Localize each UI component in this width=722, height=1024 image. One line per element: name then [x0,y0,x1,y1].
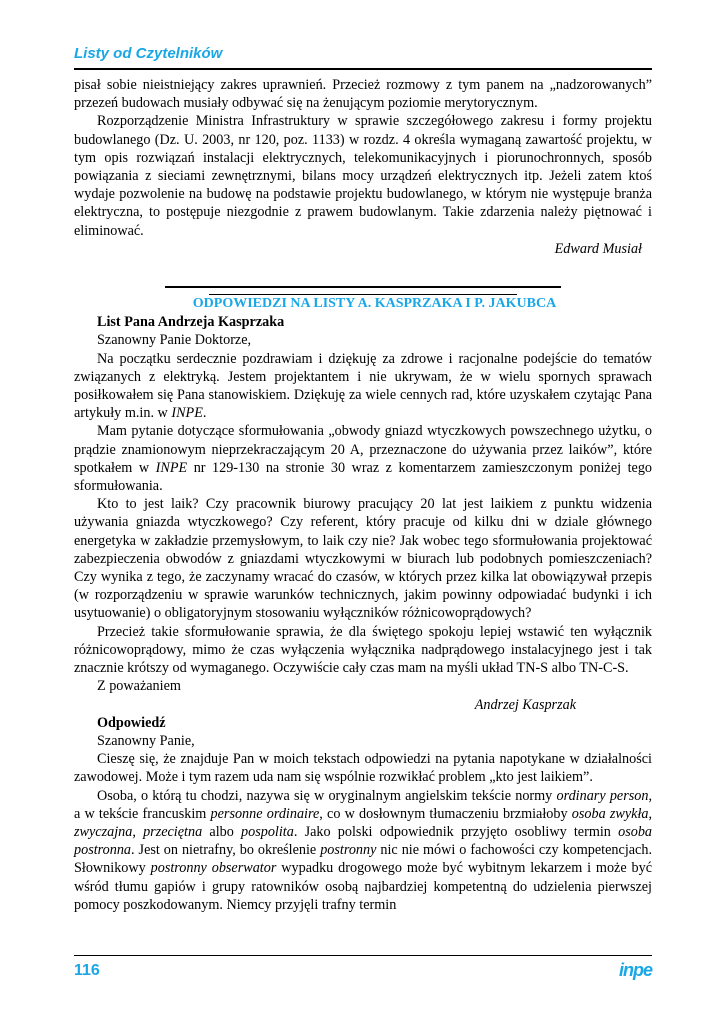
reply-paragraph: Cieszę się, że znajduje Pan w moich tekstach odpowiedzi na pytania napotykane w działalności zawodowej. Może i tym razem uda nam się wspólnie rozwikłać problem „kto jest laikiem”. [74,751,652,786]
letter1-paragraph: pisał sobie nieistniejący zakres uprawnień. Przecież rozmowy z tym panem na „nadzorowanych” przezeń budowach musiały odbywać się na żenującym poziomie merytorycznym. [74,77,652,112]
reply-heading: Odpowiedź [97,714,166,731]
letter2-paragraph: Przecież takie sformułowanie sprawia, że dla świętego spokoju lepiej wstawić ten wyłącznik różnicowoprądowy, mimo że czas wyłączenia wyłącznika nadprądowego instalacyjnego jest i tak znacznie krótszy od wymaganego. Oczywiście cały czas mam na myśli układ TN-S albo TN-C-S. [74,623,652,677]
letter2-greeting: Szanowny Panie Doktorze, [97,332,252,349]
letter1-paragraph: Rozporządzenie Ministra Infrastruktury w sprawie szczegółowego zakresu i formy projektu budowlanego (Dz. U. 2003, nr 120, poz. 1133) w rozdz. 4 określa wymaganą zawartość projektu, w tym opis rozwiązań instalacji elektrycznych, telekomunikacyjnych i piorunochronnych, sposób powiązania z sieciami zewnętrznymi, bilans mocy urządzeń elektrycznych itp. Jeżeli zatem ktoś wydaje pozwolenie na budowę na podstawie projektu budowlanego, w którym nie występuje branża elektryczna, to postępuje niezgodnie z prawem budowlanym. Takie zdarzenia należy piętnować i eliminować. [74,113,652,239]
footer-rule [74,955,652,956]
inpe-logo: inpe [618,960,652,980]
letter2-paragraph: Mam pytanie dotyczące sformułowania „obwody gniazd wtyczkowych powszechnego użytku, o prądzie znamionowym nieprzekraczającym 20 A, przeznaczone do używania przez laików”, które spotkałem w INPE nr 129-130 na stronie 30 wraz z komentarzem zamieszczonym poniżej tego sformułowania. [74,423,653,495]
letter2-closing: Z poważaniem [97,678,181,695]
letter2-heading: List Pana Andrzeja Kasprzaka [97,314,285,331]
section-divider-top [165,286,561,288]
reply-greeting: Szanowny Panie, [97,732,195,749]
reply-paragraph: Osoba, o którą tu chodzi, nazywa się w oryginalnym angielskim tekście normy ordinary person, a w tekście francuskim personne ordinaire, co w dosłownym tłumaczeniu brzmiałoby osoba zwykła, zwyczajna, przeciętna albo pospolita. Jako polski odpowiednik przyjęto osobliwy termin osoba postronna. Jest on nietrafny, bo określenie postronny nic nie mówi o fachowości czy kompetencjach. Słownikowy postronny obserwator wypadku drogowego może być wybitnym lekarzem i może być wśród tłumu gapiów i grupy ratowników osobą najbardziej kompetentną do udzielenia pierwszej pomocy poszkodowanym. Niemcy przyjęli trafny termin [74,787,653,913]
letter2-signature: Andrzej Kasprzak [474,696,576,713]
letter2-paragraph: Kto to jest laik? Czy pracownik biurowy pracujący 20 lat jest laikiem z punktu widzenia używania gniazda wtyczkowego? Czy referent, który pracuje od kilku dni w dziale głównego energetyka w zakładzie przemysłowym, to laik czy nie? Jak wobec tego sformułowania projektować zabezpieczenia obwodów z gniazdami wtyczkowymi w biurach lub podobnych pomieszczeniach? Czy wynika z tego, że zaczynamy wracać do czasów, w których przez kilka lat obowiązywał przepis (w rozporządzeniu w sprawie warunków technicznych, jakim powinny odpowiadać budynki i ich usytuowanie) o obligatoryjnym stosowaniu wyłączników różnicowoprądowych? [74,496,652,622]
letter1-signature: Edward Musiał [554,240,642,257]
header-rule [74,68,652,70]
letter2-paragraph: Na początku serdecznie pozdrawiam i dziękuję za zdrowe i racjonalne podejście do tematów związanych z elektryką. Jestem projektantem i nie ukrywam, że w wielu spornych sprawach posiłkowałem się Pana stanowiskiem. Dziękuję za wiele cennych rad, które uzyskałem czytając Pana artykuły m.in. w INPE. [74,350,652,422]
running-header: Listy od Czytelników [74,45,223,62]
article-body [74,76,652,914]
page-number: 116 [74,962,100,979]
section-title: ODPOWIEDZI NA LISTY A. KASPRZAKA I P. JAKUBCA [192,296,557,312]
